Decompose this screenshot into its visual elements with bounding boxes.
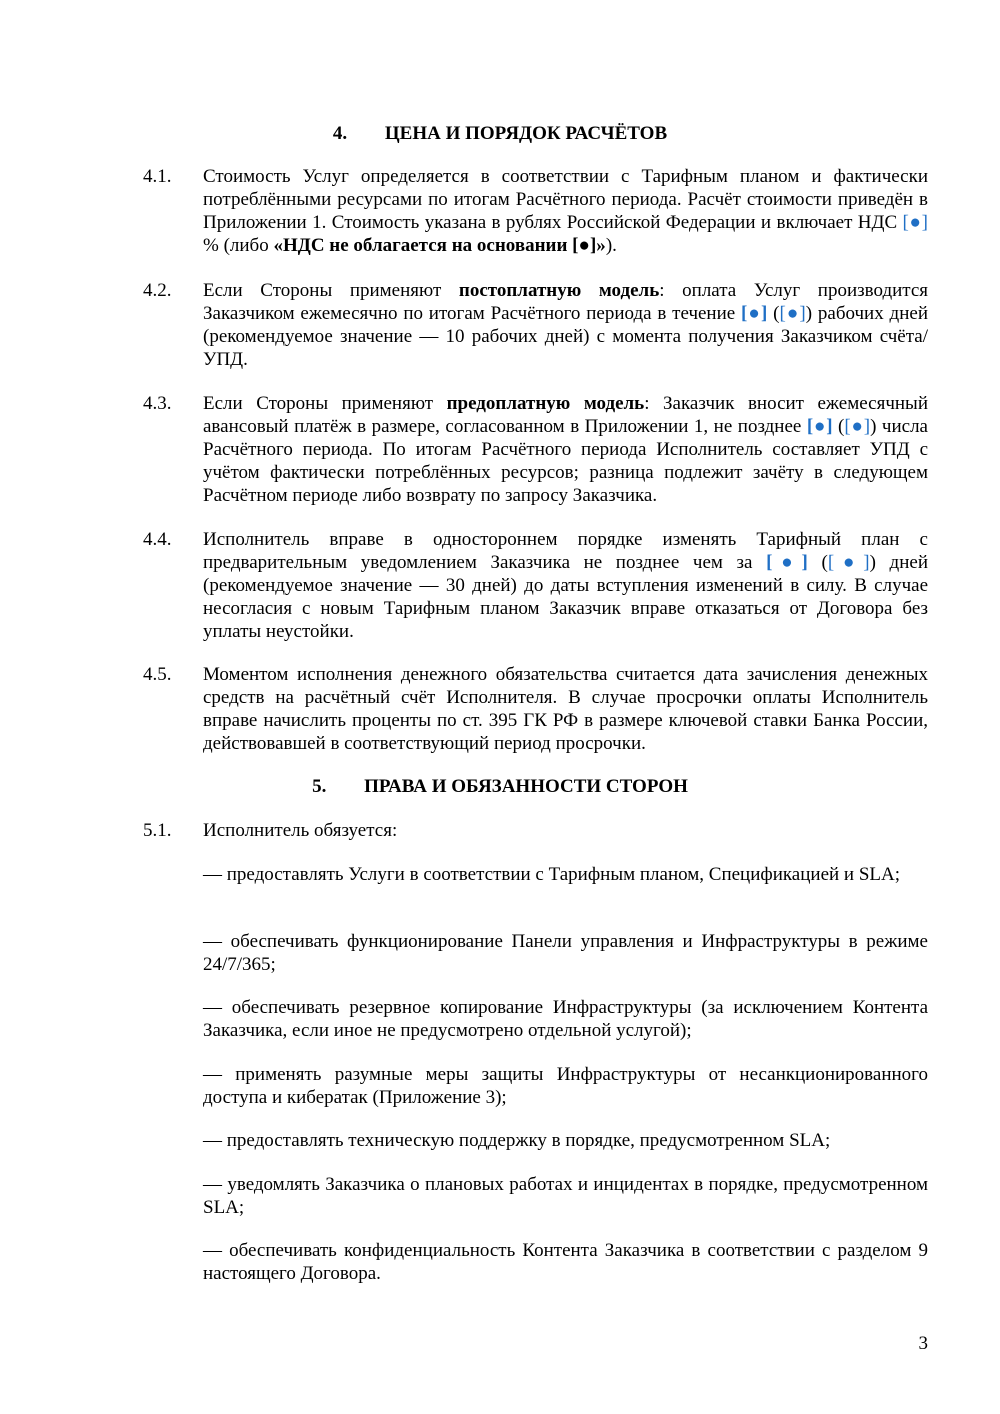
bold-text: «НДС не облагается на основании [●]» [273, 235, 606, 256]
placeholder-marker: [●] [844, 416, 871, 437]
clause-number: 4.5. [143, 664, 172, 685]
list-item: — обеспечивать конфиденциальность Контента Заказчика в соответствии с разделом 9 настоящего Договора. [203, 1240, 928, 1284]
list-item: — применять разумные меры защиты Инфраструктуры от несанкционированного доступа и кибератак (Приложение 3); [203, 1064, 928, 1108]
clause-number: 4.3. [143, 393, 172, 414]
clause-4-2 [143, 279, 928, 371]
clause-text [203, 392, 928, 507]
section-number: 5. [312, 776, 327, 797]
clause-5-1 [143, 819, 928, 842]
list-item: — предоставлять техническую поддержку в порядке, предусмотренном SLA; [203, 1130, 831, 1151]
section-number: 4. [332, 123, 348, 144]
placeholder-marker: [●] [779, 303, 806, 324]
section-title: ЦЕНА И ПОРЯДОК РАСЧЁТОВ [384, 123, 668, 144]
text-run: % (либо [203, 235, 274, 256]
clause-number: 4.1. [143, 166, 172, 187]
list-item: — обеспечивать резервное копирование Инфраструктуры (за исключением Контента Заказчика, если иное не предусмотрено отдельной услугой); [203, 997, 928, 1041]
clause-text [203, 279, 928, 371]
text-run: ) рабочих дней (рекомендуемое значение — 10 рабочих дней) с момента получения Заказчиком счёта/УПД. [203, 303, 928, 370]
text-run: ) дней (рекомендуемое значение — 30 дней) до даты вступления изменений в силу. В случае несогласия с новым Тарифным планом Заказчик вправе отказаться от Договора без уплаты неустойки. [203, 552, 928, 642]
clause-text [203, 528, 928, 643]
text-run: Исполнитель вправе в одностороннем порядке изменять Тарифный план с предварительным уведомлением Заказчика не позднее чем за [203, 529, 928, 573]
clause-4-5 [143, 663, 928, 755]
text-run: : Заказчик вносит ежемесячный авансовый платёж в размере, согласованном в Приложении 1, не позднее [203, 393, 928, 437]
bold-text: постоплатную модель [458, 280, 660, 301]
list-item: — предоставлять Услуги в соответствии с Тарифным планом, Спецификацией и SLA; [203, 864, 901, 885]
placeholder-marker: [●] [741, 303, 768, 324]
placeholder-marker: [●] [806, 416, 833, 437]
section-5-heading [0, 775, 1000, 798]
text-run: ( [807, 552, 828, 573]
bold-text: предоплатную модель [446, 393, 645, 414]
placeholder-marker: [●] [766, 552, 808, 573]
text-run: ( [832, 416, 845, 437]
text-run: Если Стороны применяют [203, 280, 459, 301]
section-title: ПРАВА И ОБЯЗАННОСТИ СТОРОН [364, 776, 688, 797]
clause-text: Исполнитель обязуется: [203, 820, 398, 841]
clause-4-1 [143, 165, 928, 257]
text-run: Если Стороны применяют [203, 393, 447, 414]
section-4-heading [0, 122, 1000, 145]
clause-number: 5.1. [143, 820, 172, 841]
list-item: — уведомлять Заказчика о плановых работах и инцидентах в порядке, предусмотренном SLA; [203, 1174, 928, 1218]
text-run: ( [767, 303, 780, 324]
clause-number: 4.4. [143, 529, 172, 550]
list-item: — обеспечивать функционирование Панели управления и Инфраструктуры в режиме 24/7/365; [203, 931, 928, 975]
clause-text [203, 165, 928, 257]
page-number: 3 [918, 1333, 928, 1354]
text-run: Стоимость Услуг определяется в соответствии с Тарифным планом и фактически потреблёнными ресурсами по итогам Расчётного периода. Расчёт стоимости приведён в Приложении 1. Стоимость указана в рублях Российской Федерации и включает НДС [203, 166, 928, 233]
placeholder-marker: [●] [902, 212, 928, 233]
placeholder-marker: [●] [827, 552, 870, 573]
clause-number: 4.2. [143, 280, 172, 301]
text-run: ). [605, 235, 617, 256]
clause-4-3 [143, 392, 928, 507]
clause-text: Моментом исполнения денежного обязательства считается дата зачисления денежных средств на расчётный счёт Исполнителя. В случае просрочки оплаты Исполнитель вправе начислить проценты по ст. 395 ГК РФ в размере ключевой ставки Банка России, действовавшей в соответствующий период просрочки. [203, 664, 928, 754]
text-run: : оплата Услуг производится Заказчиком ежемесячно по итогам Расчётного периода в течение [203, 280, 928, 324]
text-run: ) числа Расчётного периода. По итогам Расчётного периода Исполнитель составляет УПД с учётом фактически потреблённых ресурсов; разница подлежит зачёту в следующем Расчётном периоде либо возврату по запросу Заказчика. [203, 416, 928, 506]
clause-4-4 [143, 528, 928, 643]
